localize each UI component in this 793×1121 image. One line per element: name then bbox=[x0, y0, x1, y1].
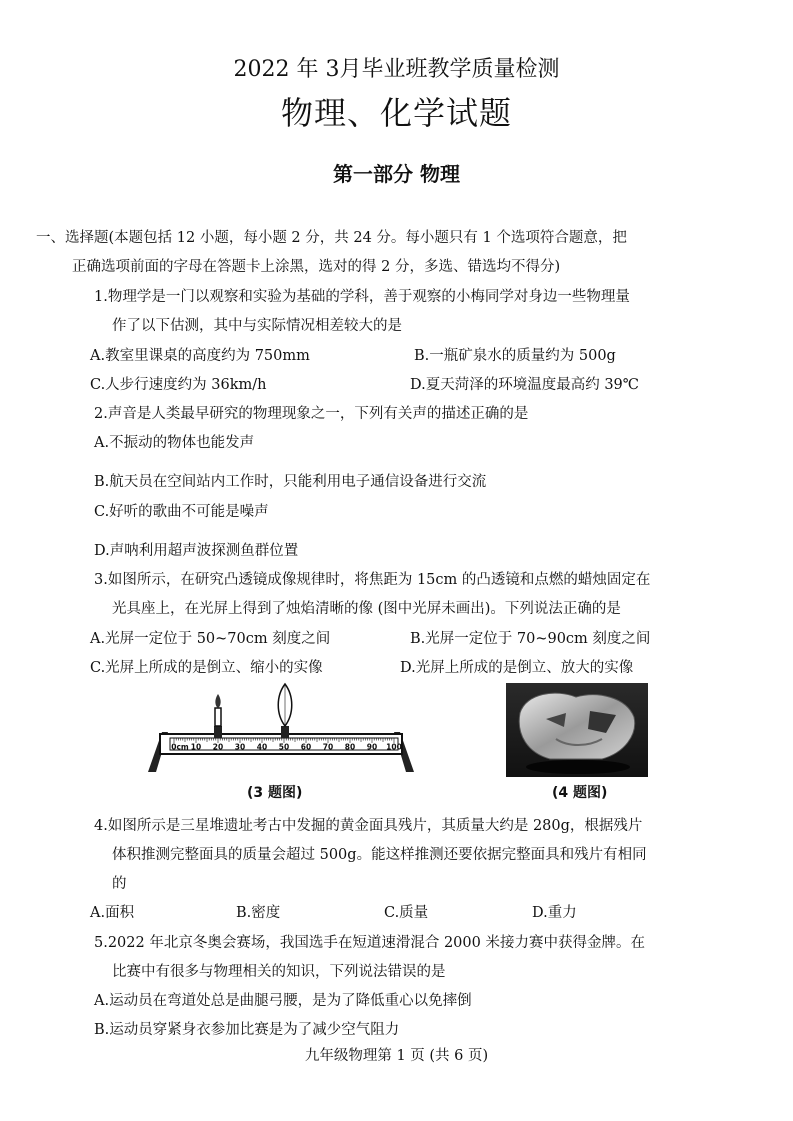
ruler-tick-label: 90 bbox=[366, 742, 378, 752]
ruler-tick-label: 60 bbox=[300, 742, 312, 752]
q4-stem-line-1: 4.如图所示是三星堆遗址考古中发掘的黄金面具残片，其质量大约是 280g，根据残片 bbox=[94, 818, 643, 834]
q4-option-d: D.重力 bbox=[532, 905, 577, 921]
q3-option-a: A.光屏一定位于 50~70cm 刻度之间 bbox=[90, 631, 331, 647]
q2-stem: 2.声音是人类最早研究的物理现象之一，下列有关声的描述正确的是 bbox=[94, 406, 529, 422]
ruler-tick-label: 20 bbox=[212, 742, 224, 752]
exam-title: 物理、化学试题 bbox=[280, 94, 512, 132]
figure-4-caption: (4 题图) bbox=[552, 785, 608, 801]
section-intro-line-1: 一、选择题(本题包括 12 小题，每小题 2 分，共 24 分。每小题只有 1 个选项符合题意，把 bbox=[36, 230, 627, 246]
q5-stem-line-2: 比赛中有很多与物理相关的知识，下列说法错误的是 bbox=[112, 964, 446, 980]
q4-option-b: B.密度 bbox=[236, 905, 281, 921]
candle-body bbox=[215, 708, 221, 726]
q1-stem-line-2: 作了以下估测，其中与实际情况相差较大的是 bbox=[112, 318, 402, 334]
q5-stem-line-1: 5.2022 年北京冬奥会赛场，我国选手在短道速滑混合 2000 米接力赛中获得金牌。在 bbox=[94, 935, 645, 951]
q5-option-b: B.运动员穿紧身衣参加比赛是为了减少空气阻力 bbox=[94, 1022, 400, 1038]
q2-option-a: A.不振动的物体也能发声 bbox=[94, 435, 255, 451]
candle-flame-icon bbox=[215, 694, 220, 708]
ruler-tick-label: 70 bbox=[322, 742, 334, 752]
q1-stem-line-1: 1.物理学是一门以观察和实验为基础的学科，善于观察的小梅同学对身边一些物理量 bbox=[94, 289, 630, 305]
lens-holder bbox=[281, 726, 289, 738]
section-intro-line-2: 正确选项前面的字母在答题卡上涂黑，选对的得 2 分，多选、错选均不得分) bbox=[72, 259, 561, 275]
q5-option-a: A.运动员在弯道处总是曲腿弓腰，是为了降低重心以免摔倒 bbox=[94, 993, 472, 1009]
q3-option-c: C.光屏上所成的是倒立、缩小的实像 bbox=[90, 660, 323, 676]
q1-option-c: C.人步行速度约为 36km/h bbox=[90, 377, 267, 393]
q2-option-d: D.声呐利用超声波探测鱼群位置 bbox=[94, 543, 299, 559]
exam-header-line: 2022 年 3月毕业班教学质量检测 bbox=[233, 57, 560, 82]
page-footer: 九年级物理第 1 页 (共 6 页) bbox=[304, 1048, 489, 1064]
ruler-tick-label: 30 bbox=[234, 742, 246, 752]
ruler-tick-label: 0cm bbox=[171, 742, 189, 752]
figure-3-caption: (3 题图) bbox=[247, 785, 303, 801]
ruler-tick-label: 100 bbox=[386, 742, 402, 752]
q4-option-c: C.质量 bbox=[384, 905, 429, 921]
q3-option-d: D.光屏上所成的是倒立、放大的实像 bbox=[400, 660, 634, 676]
part-title: 第一部分 物理 bbox=[333, 162, 460, 186]
q3-stem-line-1: 3.如图所示，在研究凸透镜成像规律时，将焦距为 15cm 的凸透镜和点燃的蜡烛固定在 bbox=[94, 572, 651, 588]
q4-stem-line-2: 体积推测完整面具的质量会超过 500g。能这样推测还要依据完整面具和残片有相同 bbox=[112, 847, 647, 863]
q2-option-b: B.航天员在空间站内工作时，只能利用电子通信设备进行交流 bbox=[94, 474, 487, 490]
candle-holder bbox=[214, 726, 222, 738]
gold-mask-photo bbox=[506, 683, 648, 777]
optical-bench-figure bbox=[148, 680, 414, 780]
q3-stem-line-2: 光具座上，在光屏上得到了烛焰清晰的像 (图中光屏未画出)。下列说法正确的是 bbox=[112, 601, 621, 617]
q1-option-b: B.一瓶矿泉水的质量约为 500g bbox=[414, 348, 616, 364]
ruler-tick-label: 10 bbox=[190, 742, 202, 752]
q1-option-d: D.夏天菏泽的环境温度最高约 39℃ bbox=[410, 377, 639, 393]
ruler-tick-label: 50 bbox=[278, 742, 290, 752]
ruler-tick-label: 80 bbox=[344, 742, 356, 752]
q4-stem-line-3: 的 bbox=[112, 876, 127, 892]
ruler-tick-label: 40 bbox=[256, 742, 268, 752]
q3-option-b: B.光屏一定位于 70~90cm 刻度之间 bbox=[410, 631, 651, 647]
q4-option-a: A.面积 bbox=[90, 905, 135, 921]
q1-option-a: A.教室里课桌的高度约为 750mm bbox=[90, 348, 310, 364]
q2-option-c: C.好听的歌曲不可能是噪声 bbox=[94, 504, 269, 520]
